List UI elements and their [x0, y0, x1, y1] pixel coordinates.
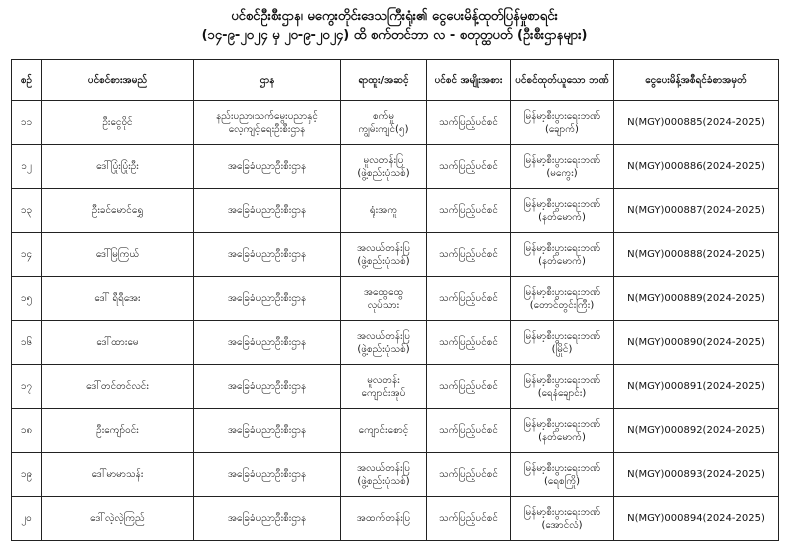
row-name	[42, 233, 194, 277]
row-bank-text: (ချောက်)	[545, 123, 579, 135]
pension-table	[11, 59, 779, 541]
row-pension-type-text: သက်ပြည့်ပင်စင်	[439, 469, 498, 480]
row-pension-type-text: သက်ပြည့်ပင်စင်	[439, 117, 498, 128]
row-name-text: ဒေါ် ရီရီအေး	[94, 293, 141, 304]
row-name-text: ဦးငွေဝိုင်	[102, 117, 133, 128]
row-reference-text: N(MGY)000893(2024-2025)	[627, 469, 765, 480]
row-bank	[511, 145, 614, 189]
row-department-text: အခြေခံပညာဦးစီးဌာန	[227, 425, 307, 436]
row-rank-text: (ဖွဲ့စည်းပုံသစ်)	[357, 343, 410, 355]
row-rank-text: ကျောင်းစောင့်	[358, 425, 409, 436]
row-reference	[614, 101, 779, 145]
row-no-text: ၂၀	[21, 513, 32, 524]
row-bank	[511, 233, 614, 277]
row-reference	[614, 453, 779, 497]
row-rank-text: ကျွမ်းကျင်(၅)	[358, 123, 409, 135]
row-rank	[341, 409, 427, 453]
row-rank	[341, 277, 427, 321]
row-reference-text: N(MGY)000888(2024-2025)	[627, 249, 765, 260]
row-bank-text: (မကွေး)	[546, 167, 578, 179]
row-rank-text: အလယ်တန်းပြ	[356, 242, 411, 254]
row-name-text: ဒေါ်မာမာသန်း	[91, 469, 144, 480]
table-header-row	[12, 60, 779, 101]
row-bank-text: (နတ်မောက်)	[538, 211, 586, 223]
row-reference-text: N(MGY)000886(2024-2025)	[627, 161, 765, 172]
row-no	[12, 233, 42, 277]
table-row	[12, 321, 779, 365]
row-no-text: ၁၂	[21, 161, 32, 172]
row-rank	[341, 145, 427, 189]
table-row	[12, 497, 779, 541]
row-department	[194, 277, 341, 321]
row-rank	[341, 233, 427, 277]
row-reference-text: N(MGY)000892(2024-2025)	[627, 425, 765, 436]
row-pension-type-text: သက်ပြည့်ပင်စင်	[439, 425, 498, 436]
row-bank	[511, 321, 614, 365]
header-pension-type: ပင်စင် အမျိုးအစား	[427, 60, 511, 101]
row-bank-text: (ရေနံချောင်း)	[537, 387, 587, 399]
row-reference	[614, 277, 779, 321]
row-pension-type	[427, 233, 511, 277]
row-rank-text: မူလတန်း	[367, 374, 400, 386]
row-no	[12, 189, 42, 233]
row-no	[12, 101, 42, 145]
row-department-text: အခြေခံပညာဦးစီးဌာန	[227, 293, 307, 304]
row-rank	[341, 189, 427, 233]
row-bank-text: မြန်မာ့စီးပွားရေးဘဏ်	[523, 242, 601, 254]
row-pension-type	[427, 101, 511, 145]
row-no-text: ၁၃	[20, 205, 33, 216]
row-name	[42, 101, 194, 145]
row-reference	[614, 145, 779, 189]
table-row	[12, 101, 779, 145]
row-department	[194, 321, 341, 365]
row-reference-text: N(MGY)000887(2024-2025)	[627, 205, 765, 216]
row-rank	[341, 497, 427, 541]
row-bank-text: မြန်မာ့စီးပွားရေးဘဏ်	[523, 330, 601, 342]
row-department-text: အခြေခံပညာဦးစီးဌာန	[227, 469, 307, 480]
row-bank-text: မြန်မာ့စီးပွားရေးဘဏ်	[523, 506, 601, 518]
row-bank	[511, 101, 614, 145]
row-rank-text: မူလတန်းပြ	[363, 154, 404, 166]
row-reference-text: N(MGY)000889(2024-2025)	[627, 293, 765, 304]
row-no	[12, 321, 42, 365]
row-reference	[614, 189, 779, 233]
row-reference	[614, 321, 779, 365]
row-bank-text: မြန်မာ့စီးပွားရေးဘဏ်	[523, 110, 601, 122]
row-department	[194, 145, 341, 189]
row-bank	[511, 365, 614, 409]
row-bank-text: (နတ်မောက်)	[538, 255, 586, 267]
row-department	[194, 453, 341, 497]
row-pension-type	[427, 277, 511, 321]
row-pension-type	[427, 497, 511, 541]
row-no	[12, 497, 42, 541]
row-reference-text: N(MGY)000890(2024-2025)	[627, 337, 765, 348]
row-name-text: ဒေါ်ပြုံးပြုံးဦး	[96, 161, 139, 172]
row-pension-type	[427, 365, 511, 409]
row-rank	[341, 321, 427, 365]
row-no	[12, 365, 42, 409]
row-name-text: ဒေါ်တင်တင်လင်း	[86, 381, 149, 392]
row-no-text: ၁၆	[20, 337, 33, 348]
row-department	[194, 365, 341, 409]
row-rank	[341, 453, 427, 497]
row-bank-text: မြန်မာ့စီးပွားရေးဘဏ်	[523, 198, 601, 210]
header-name: ပင်စင်စားအမည်	[42, 60, 194, 101]
row-no-text: ၁၇	[20, 381, 33, 392]
row-name	[42, 145, 194, 189]
row-department	[194, 233, 341, 277]
row-rank-text: အထွေထွေ	[363, 286, 404, 298]
header-department: ဌာန	[194, 60, 341, 101]
row-department-text: အခြေခံပညာဦးစီးဌာန	[227, 249, 307, 260]
row-rank-text: (ဖွဲ့စည်းပုံသစ်)	[357, 167, 410, 179]
row-bank	[511, 277, 614, 321]
row-bank	[511, 497, 614, 541]
row-name-text: ဒေါ်မြကြယ်	[95, 249, 140, 260]
row-bank	[511, 453, 614, 497]
row-reference	[614, 497, 779, 541]
row-no-text: ၁၅	[20, 293, 33, 304]
row-department	[194, 409, 341, 453]
row-no	[12, 145, 42, 189]
table-row	[12, 453, 779, 497]
row-bank-text: မြန်မာ့စီးပွားရေးဘဏ်	[523, 418, 601, 430]
row-no	[12, 277, 42, 321]
row-name	[42, 321, 194, 365]
row-name-text: ဦးကျော်ဝင်း	[96, 425, 139, 436]
row-rank-text: အလယ်တန်းပြ	[356, 330, 411, 342]
row-reference-text: N(MGY)000885(2024-2025)	[627, 117, 765, 128]
row-pension-type-text: သက်ပြည့်ပင်စင်	[439, 381, 498, 392]
row-no-text: ၁၄	[20, 249, 33, 260]
row-department-text: အခြေခံပညာဦးစီးဌာန	[227, 513, 307, 524]
row-department-text: အခြေခံပညာဦးစီးဌာန	[227, 205, 307, 216]
table-row	[12, 365, 779, 409]
row-name	[42, 365, 194, 409]
row-pension-type-text: သက်ပြည့်ပင်စင်	[439, 205, 498, 216]
row-department-text: နည်းပညာ၊သက်မွေးပညာနှင့်	[216, 110, 318, 122]
header-no: စဉ်	[12, 60, 42, 101]
row-no-text: ၁၈	[20, 425, 33, 436]
table-row	[12, 277, 779, 321]
row-bank-text: (အောင်လံ)	[541, 519, 583, 531]
row-pension-type	[427, 453, 511, 497]
row-bank-text: မြန်မာ့စီးပွားရေးဘဏ်	[523, 462, 601, 474]
row-name	[42, 189, 194, 233]
row-bank	[511, 189, 614, 233]
row-rank-text: အထက်တန်းပြ	[356, 513, 411, 524]
header-bank: ပင်စင်ထုတ်ယူသော ဘဏ်	[511, 60, 614, 101]
table-row	[12, 409, 779, 453]
row-bank-text: မြန်မာ့စီးပွားရေးဘဏ်	[523, 374, 601, 386]
row-department-text: အခြေခံပညာဦးစီးဌာန	[227, 161, 307, 172]
row-rank-text: (ဖွဲ့စည်းပုံသစ်)	[357, 475, 410, 487]
row-no	[12, 409, 42, 453]
row-bank-text: (နတ်မောက်)	[538, 431, 586, 443]
row-department	[194, 189, 341, 233]
row-bank-text: (တောင်တွင်းကြီး)	[529, 299, 595, 311]
row-rank-text: အလယ်တန်းပြ	[356, 462, 411, 474]
row-rank-text: စက်မှု	[372, 110, 395, 122]
table-row	[12, 145, 779, 189]
row-reference	[614, 233, 779, 277]
row-name-text: ဒေါ်ထားမေ	[96, 337, 139, 348]
row-pension-type-text: သက်ပြည့်ပင်စင်	[439, 249, 498, 260]
row-rank-text: (ဖွဲ့စည်းပုံသစ်)	[357, 255, 410, 267]
row-department-text: အခြေခံပညာဦးစီးဌာန	[227, 337, 307, 348]
row-rank	[341, 365, 427, 409]
document-subtitle: (၁၄-၉-၂၀၂၄ မှ ၂၀-၉-၂၀၂၄) ထိ စက်တင်ဘာ လ - စတုတ္ထပတ် (ဦးစီးဌာနများ)	[201, 28, 588, 43]
row-no-text: ၁၉	[20, 469, 33, 480]
row-bank-text: မြန်မာ့စီးပွားရေးဘဏ်	[523, 286, 601, 298]
header-reference: ငွေပေးမိန့်အစီရင်ခံစာအမှတ်	[614, 60, 779, 101]
row-name	[42, 453, 194, 497]
row-bank-text: (ရေစကြို)	[543, 475, 581, 487]
row-bank-text: မြန်မာ့စီးပွားရေးဘဏ်	[523, 154, 601, 166]
table-row	[12, 189, 779, 233]
row-reference-text: N(MGY)000894(2024-2025)	[627, 513, 765, 524]
table-row	[12, 233, 779, 277]
row-no-text: ၁၁	[20, 117, 33, 128]
row-department-text: လေ့ကျင့်ရေးဦးစီးဌာန	[228, 123, 306, 135]
row-rank	[341, 101, 427, 145]
row-pension-type	[427, 145, 511, 189]
row-no	[12, 453, 42, 497]
row-pension-type-text: သက်ပြည့်ပင်စင်	[439, 337, 498, 348]
row-name-text: ဦးခင်မောင်ရွှေ	[91, 205, 144, 216]
row-name	[42, 497, 194, 541]
row-bank	[511, 409, 614, 453]
row-name	[42, 277, 194, 321]
row-reference-text: N(MGY)000891(2024-2025)	[627, 381, 765, 392]
row-rank-text: ကျောင်းအုပ်	[361, 387, 406, 399]
row-department-text: အခြေခံပညာဦးစီးဌာန	[227, 381, 307, 392]
row-pension-type	[427, 189, 511, 233]
header-rank: ရာထူး/အဆင့်	[341, 60, 427, 101]
row-pension-type-text: သက်ပြည့်ပင်စင်	[439, 513, 498, 524]
document-title: ပင်စင်ဦးစီးဌာန၊ မကွေးတိုင်းဒေသကြီးရုံး၏ ငွေပေးမိန့်ထုတ်ပြန်မှုစာရင်း	[231, 9, 558, 24]
row-name-text: ဒေါ်လဲ့လဲ့ကြည်	[90, 513, 145, 524]
row-reference	[614, 409, 779, 453]
row-department	[194, 101, 341, 145]
row-reference	[614, 365, 779, 409]
row-rank-text: ရုံးအကူ	[369, 205, 398, 216]
row-name	[42, 409, 194, 453]
row-department	[194, 497, 341, 541]
row-pension-type	[427, 321, 511, 365]
row-pension-type-text: သက်ပြည့်ပင်စင်	[439, 293, 498, 304]
row-pension-type-text: သက်ပြည့်ပင်စင်	[439, 161, 498, 172]
row-rank-text: လုပ်သား	[367, 299, 400, 311]
row-pension-type	[427, 409, 511, 453]
row-bank-text: (မြိုင်)	[551, 343, 573, 355]
